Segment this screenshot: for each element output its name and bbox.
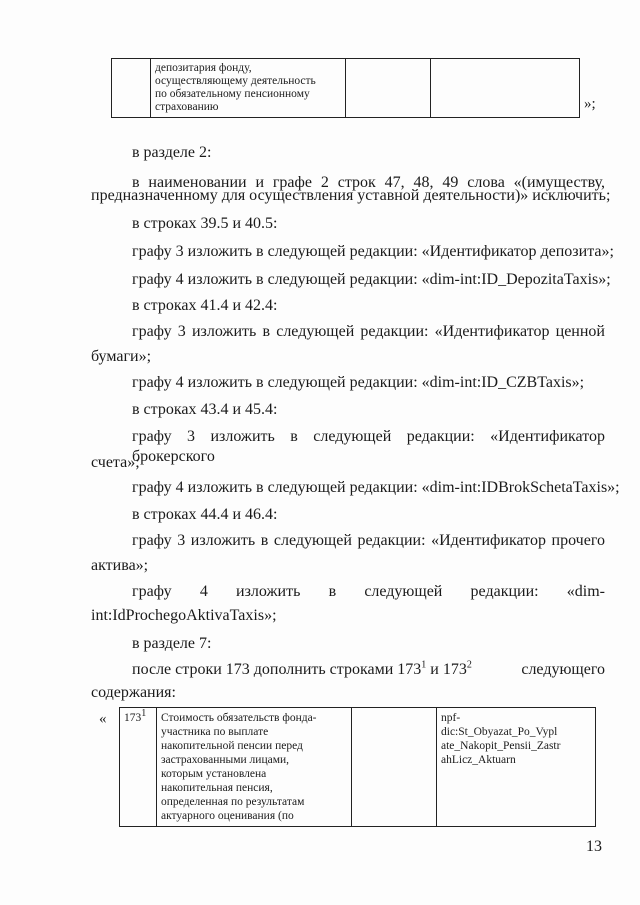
text-line: графу 3 изложить в следующей редакции: «Идентификатор прочего [132,532,605,549]
text-line: актива»; [91,557,149,574]
text-line: в разделе 2: [132,144,212,161]
cell-line: по обязательному пенсионному [155,88,310,100]
table-cell-empty [346,59,431,118]
row-number: 173 [124,712,142,724]
text-line: в строках 44.4 и 46.4: [132,506,278,523]
table-cell-empty [112,59,151,118]
superscript: 1 [421,659,427,671]
bottom-table-fragment [119,707,596,827]
table-row [120,708,596,827]
cell-line: которым установлена [161,768,267,780]
text-line: графу 3 изложить в следующей редакции: «Идентификатор брокерского [132,428,605,465]
table-cell-code [437,708,596,827]
text-line: счета»; [91,454,140,471]
cell-line: определенная по результатам [161,796,305,808]
text-part: после строки 173 дополнить строками 173 [132,661,422,678]
text-line: предназначенному для осуществления уставной деятельности)» исключить; [91,187,611,204]
text-line: в строках 39.5 и 40.5: [132,215,278,232]
cell-line: застрахованными лицами, [161,754,290,766]
superscript: 2 [466,659,472,671]
page-number: 13 [586,838,602,855]
text-line: графу 4 изложить в следующей редакции: «dim-int:ID_DepozitaTaxis»; [132,271,611,288]
cell-line: участника по выплате [161,726,269,738]
text-line: в наименовании и графе 2 строк 47, 48, 49 слова «(имуществу, [132,174,605,191]
text-part: и 173 [426,661,467,678]
text-line: в строках 41.4 и 42.4: [132,297,278,314]
cell-line: Стоимость обязательств фонда- [161,712,317,724]
superscript: 1 [141,708,147,720]
text-line: графу 4 изложить в следующей редакции: «dim- [132,583,605,600]
cell-line: ate_Nakopit_Pensii_Zastr [441,740,561,752]
text-line: бумаги»; [91,348,152,365]
text-line: содержания: [91,684,176,701]
cell-line: осуществляющему деятельность [155,75,316,87]
top-table-fragment [111,58,580,118]
text-line: в строках 43.4 и 45.4: [132,401,278,418]
cell-line: npf- [441,712,461,724]
table-cell-row-number [120,708,157,827]
opening-quote: « [99,711,107,727]
text-line [132,660,605,680]
text-line: графу 3 изложить в следующей редакции: «Идентификатор депозита»; [132,243,614,260]
cell-line: актуарного оценивания (по [161,810,294,822]
text-line: графу 4 изложить в следующей редакции: «dim-int:IDBrokSchetaTaxis»; [132,479,620,496]
cell-line: накопительной пенсии перед [161,740,303,752]
table-cell-empty [431,59,580,118]
cell-line: депозитария фонду, [155,62,252,74]
table-cell-empty [352,708,437,827]
cell-line: ahLicz_Aktuarn [441,754,516,766]
cell-line: накопительная пенсия, [161,782,273,794]
cell-line: страхованию [155,101,219,113]
text-segment [132,660,472,680]
text-part: следующего [521,661,605,678]
table-cell-description [151,59,346,118]
text-line: графу 4 изложить в следующей редакции: «dim-int:ID_CZBTaxis»; [132,374,585,391]
text-line: int:IdProchegoAktivaTaxis»; [91,607,277,624]
text-line: в разделе 7: [132,635,212,652]
text-line: графу 3 изложить в следующей редакции: «Идентификатор ценной [132,323,605,340]
cell-line: dic:St_Obyazat_Po_Vypl [441,726,558,738]
table-cell-description [157,708,352,827]
closing-quote: »; [584,96,596,112]
table-row [112,59,580,118]
